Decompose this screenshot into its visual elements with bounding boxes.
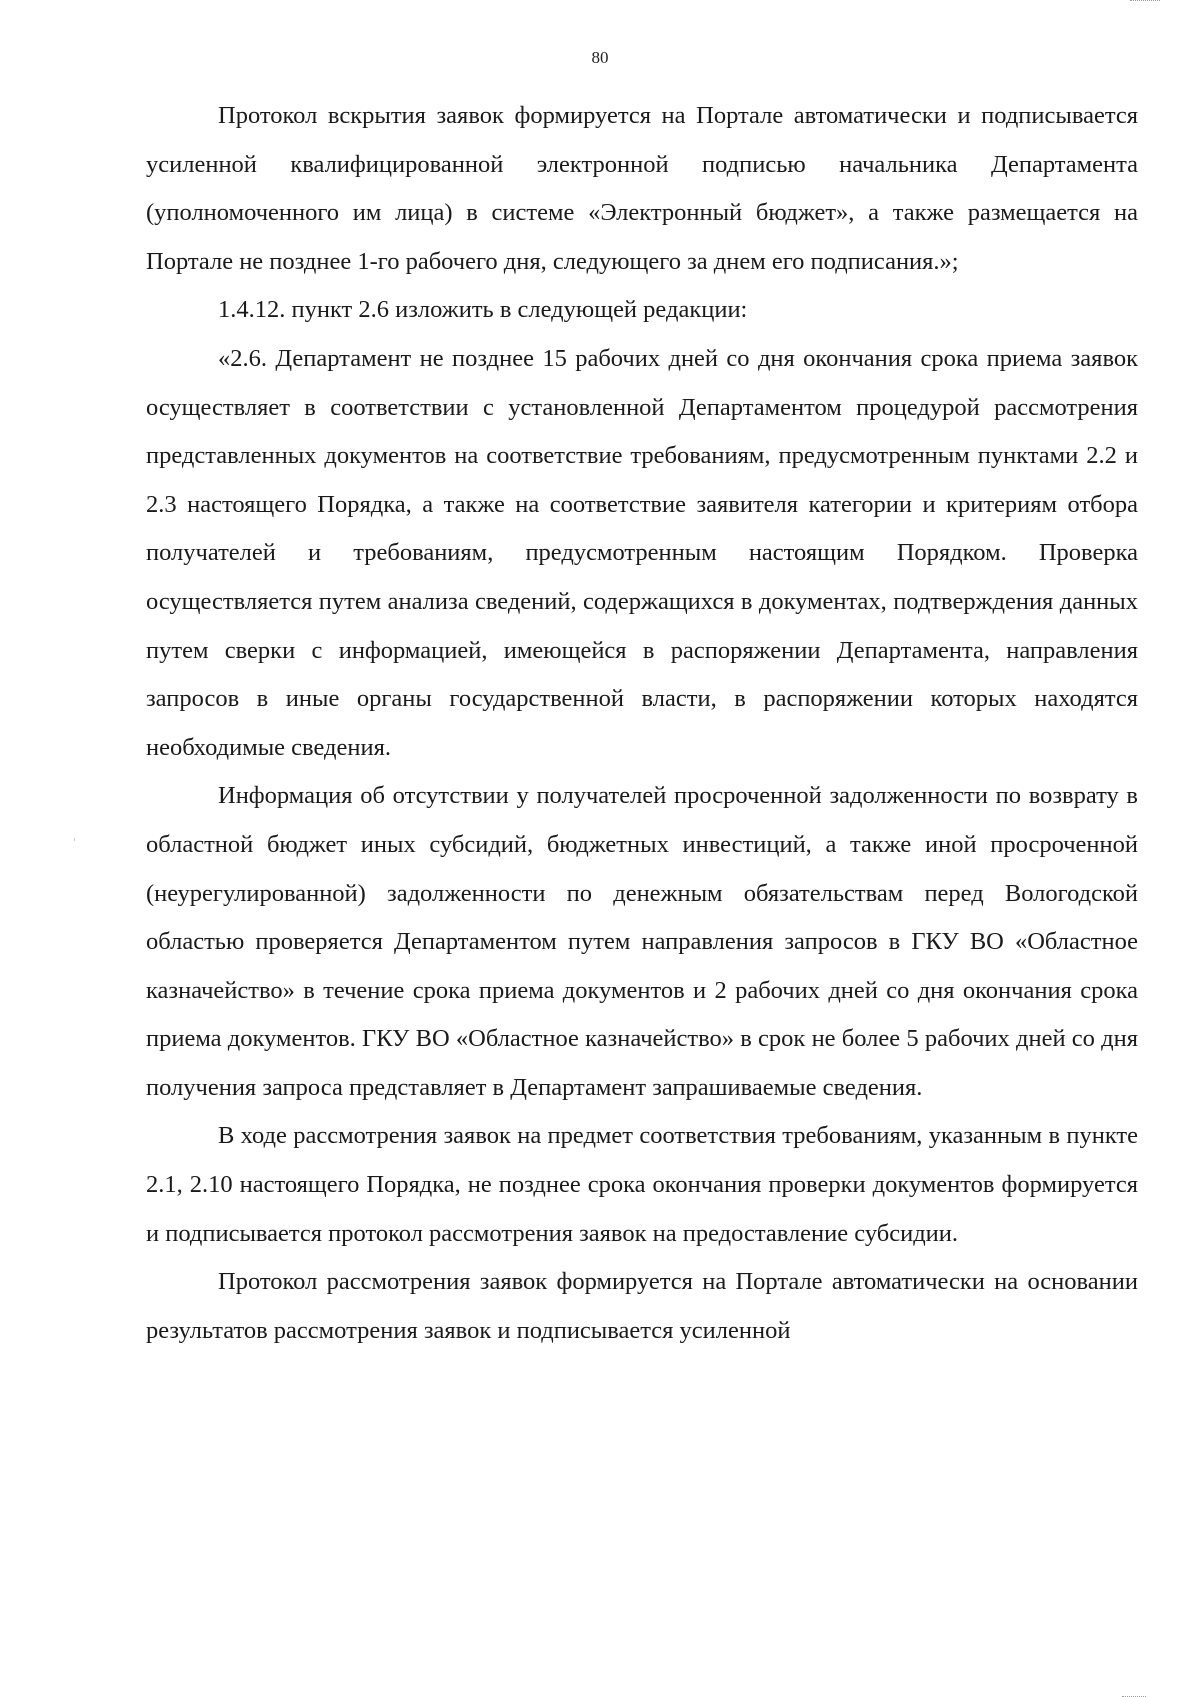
paragraph-protocol-opening: Протокол вскрытия заявок формируется на Портале автоматически и подписывается усиленной квалифицированной электронной подписью начальника Департамента (уполномоченного им лица) в системе «Электронный бюджет», а также размещается на Портале не позднее 1-го рабочего дня, следующего за днем его подписания.»;: [146, 102, 1138, 275]
paragraph-protocol-portal: Протокол рассмотрения заявок формируется на Портале автоматически на основании результатов рассмотрения заявок и подписывается усиленной: [146, 1268, 1138, 1344]
scan-mark-bottom-right: [1122, 1690, 1146, 1697]
scan-mark-top-right: [1130, 0, 1160, 5]
scan-dot-left: [74, 838, 75, 841]
paragraph-amendment-1-4-12: 1.4.12. пункт 2.6 изложить в следующей редакции:: [218, 296, 748, 324]
paragraph-debt-information: Информация об отсутствии у получателей просроченной задолженности по возврату в областной бюджет иных субсидий, бюджетных инвестиций, а также иной просроченной (неурегулированной) задолженности по денежным обязательствам перед Вологодской областью проверяется Департаментом путем направления запросов в ГКУ ВО «Областное казначейство» в течение срока приема документов и 2 рабочих дней со дня окончания срока приема документов. ГКУ ВО «Областное казначейство» в срок не более 5 рабочих дней со дня получения запроса представляет в Департамент запрашиваемые сведения.: [146, 782, 1138, 1101]
paragraph-clause-2-6: «2.6. Департамент не позднее 15 рабочих дней со дня окончания срока приема заявок осуществляет в соответствии с установленной Департаментом процедурой рассмотрения представленных документов на соответствие требованиям, предусмотренным пунктами 2.2 и 2.3 настоящего Порядка, а также на соответствие заявителя категории и критериям отбора получателей и требованиям, предусмотренным настоящим Порядком. Проверка осуществляется путем анализа сведений, содержащихся в документах, подтверждения данных путем сверки с информацией, имеющейся в распоряжении Департамента, направления запросов в иные органы государственной власти, в распоряжении которых находятся необходимые сведения.: [146, 344, 1138, 761]
page-number: 80: [591, 48, 609, 67]
paragraph-review-protocol: В ходе рассмотрения заявок на предмет соответствия требованиям, указанным в пункте 2.1, 2.10 настоящего Порядка, не позднее срока окончания проверки документов формируется и подписывается протокол рассмотрения заявок на предоставление субсидии.: [146, 1122, 1138, 1247]
document-body: [146, 92, 1138, 1355]
